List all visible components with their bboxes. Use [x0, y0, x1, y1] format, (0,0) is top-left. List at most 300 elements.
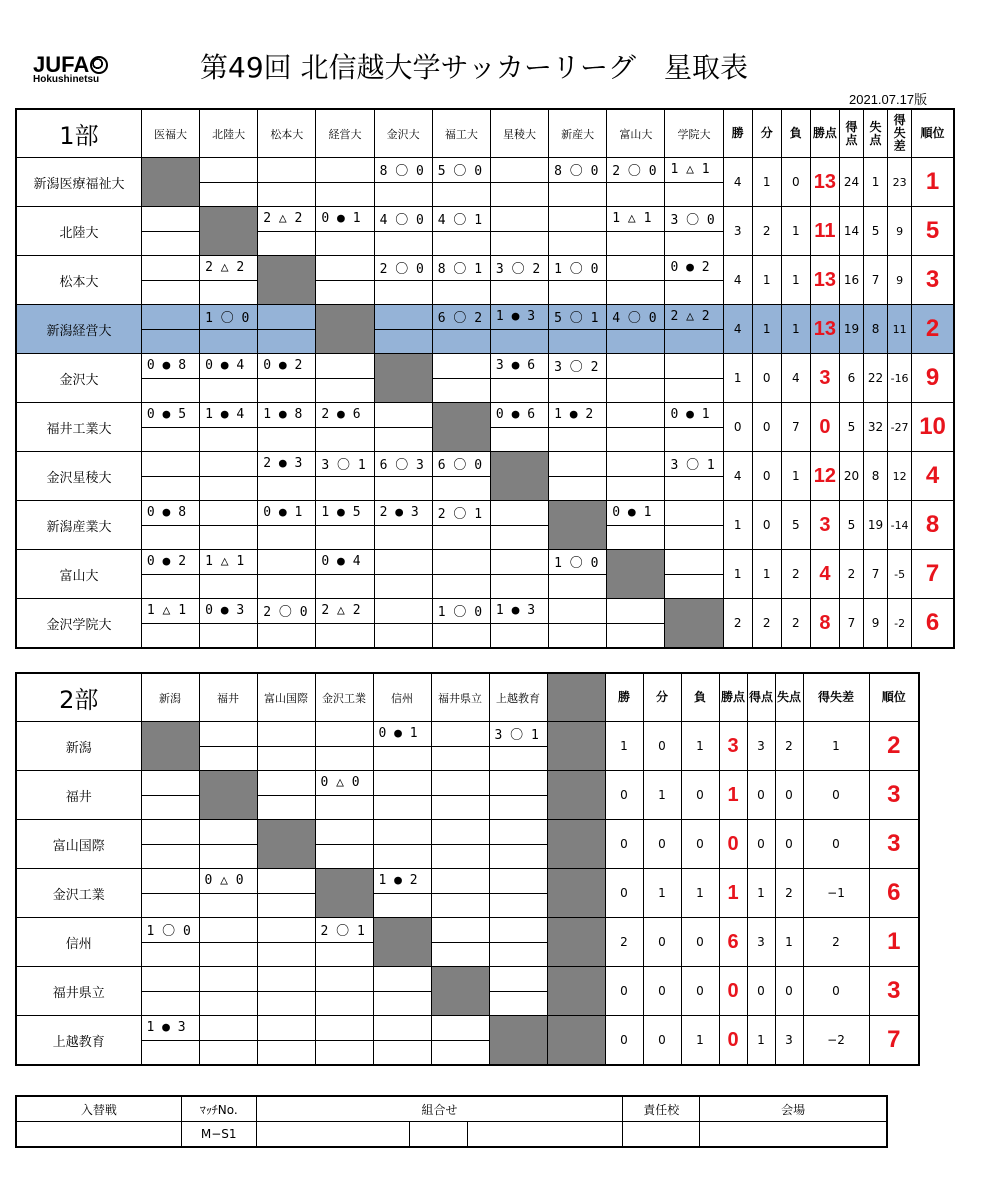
match-score [375, 550, 432, 575]
result-cell [665, 354, 723, 403]
result-cell [199, 967, 257, 1016]
stat-w: 2 [605, 918, 643, 967]
points: 0 [719, 967, 747, 1016]
result-box [665, 305, 722, 353]
match-score [491, 501, 548, 526]
result-cell [199, 722, 257, 771]
stat-l: 4 [781, 354, 810, 403]
team-name: 松本大 [16, 256, 141, 305]
result-spacer [142, 845, 199, 869]
match-score [142, 869, 199, 894]
match-score: 3 〇 1 [316, 452, 373, 477]
points: 12 [810, 452, 839, 501]
result-box [607, 256, 664, 304]
result-spacer [200, 526, 257, 550]
result-spacer [316, 477, 373, 501]
blank-column [547, 771, 605, 820]
goal-difference: 2 [803, 918, 869, 967]
self-match-cell [431, 967, 489, 1016]
result-cell [258, 452, 316, 501]
match-score: 6 〇 3 [375, 452, 432, 477]
result-spacer [200, 183, 257, 207]
result-spacer [432, 894, 489, 918]
points: 8 [810, 599, 839, 649]
result-spacer [258, 428, 315, 452]
stat-d: 0 [643, 722, 681, 771]
result-spacer [142, 281, 199, 305]
column-team-header: 星稜大 [490, 109, 548, 158]
result-spacer [316, 428, 373, 452]
match-score [433, 550, 490, 575]
stat-gf: 5 [839, 501, 863, 550]
result-cell [490, 305, 548, 354]
goal-difference: -16 [888, 354, 912, 403]
match-score [490, 967, 547, 992]
result-cell [141, 869, 199, 918]
result-box [316, 354, 373, 402]
match-score [665, 354, 722, 379]
result-cell [200, 550, 258, 599]
result-cell [141, 967, 199, 1016]
result-spacer [665, 526, 722, 550]
result-cell [141, 305, 199, 354]
result-cell [607, 207, 665, 256]
result-cell [315, 918, 373, 967]
result-box [490, 918, 547, 966]
result-spacer [549, 232, 606, 256]
result-box [200, 722, 257, 770]
stat-w: 1 [605, 722, 643, 771]
blank-column [547, 1016, 605, 1066]
result-cell [258, 207, 316, 256]
match-score [432, 1016, 489, 1041]
self-match-cell [257, 820, 315, 869]
result-spacer [200, 992, 257, 1016]
match-score [432, 918, 489, 943]
match-score: 1 〇 0 [433, 599, 490, 624]
team-name: 新潟 [16, 722, 141, 771]
stat-gf: 1 [747, 1016, 775, 1066]
result-spacer [491, 232, 548, 256]
match-score [549, 452, 606, 477]
result-cell [316, 550, 374, 599]
result-box [607, 599, 664, 647]
match-score: 8 〇 0 [549, 158, 606, 183]
team-row [16, 452, 954, 501]
match-score: 3 〇 1 [665, 452, 722, 477]
result-cell [199, 1016, 257, 1066]
match-score: 4 〇 0 [607, 305, 664, 330]
result-cell [431, 918, 489, 967]
match-score: 2 ● 3 [375, 501, 432, 526]
match-score [607, 452, 664, 477]
result-spacer [433, 526, 490, 550]
result-spacer [490, 796, 547, 820]
stat-d: 0 [643, 918, 681, 967]
match-score: 2 △ 2 [316, 599, 373, 624]
division-label: 2部 [16, 673, 141, 722]
result-cell [200, 403, 258, 452]
result-cell [607, 158, 665, 207]
result-cell [607, 501, 665, 550]
result-box [607, 403, 664, 451]
match-score: 0 △ 0 [200, 869, 257, 894]
team-name: 富山大 [16, 550, 141, 599]
match-score [142, 967, 199, 992]
rank: 7 [912, 550, 954, 599]
blank-column [547, 918, 605, 967]
column-team-header: 北陸大 [200, 109, 258, 158]
team-name: 富山国際 [16, 820, 141, 869]
stat-header: 順位 [869, 673, 919, 722]
result-box [549, 599, 606, 647]
match-score: 1 ● 3 [142, 1016, 199, 1041]
result-cell [374, 305, 432, 354]
result-box [142, 207, 199, 255]
match-score [549, 599, 606, 624]
match-score: 3 〇 1 [490, 722, 547, 747]
playoff-header-match: ﾏｯﾁNo. [181, 1096, 256, 1122]
jufa-logo [33, 54, 113, 92]
result-cell [607, 599, 665, 649]
self-match-cell [141, 722, 199, 771]
stat-gf: 19 [839, 305, 863, 354]
match-score: 1 ● 3 [491, 305, 548, 330]
result-box [200, 158, 257, 206]
result-box [490, 771, 547, 819]
result-cell [549, 256, 607, 305]
rank: 10 [912, 403, 954, 452]
result-spacer [258, 232, 315, 256]
result-cell [549, 550, 607, 599]
match-score: 2 △ 2 [665, 305, 722, 330]
column-team-header: 金沢工業 [315, 673, 373, 722]
result-cell [141, 1016, 199, 1066]
team-row [16, 918, 919, 967]
result-cell [374, 256, 432, 305]
playoff-cell [700, 1122, 887, 1148]
match-score: 0 ● 8 [142, 354, 199, 379]
column-team-header: 松本大 [258, 109, 316, 158]
stat-ga: 1 [775, 918, 803, 967]
result-box [491, 256, 548, 304]
result-box [433, 599, 490, 647]
result-box [316, 722, 373, 770]
result-spacer [549, 428, 606, 452]
result-cell [315, 967, 373, 1016]
stat-w: 3 [723, 207, 752, 256]
column-team-header: 上越教育 [489, 673, 547, 722]
result-box [142, 1016, 199, 1064]
result-box [432, 771, 489, 819]
result-cell [665, 403, 723, 452]
team-row [16, 354, 954, 403]
match-score: 1 〇 0 [142, 918, 199, 943]
result-box [200, 403, 257, 451]
blank-column [547, 673, 605, 722]
blank-column [547, 722, 605, 771]
points: 3 [719, 722, 747, 771]
match-score: 2 〇 1 [433, 501, 490, 526]
result-cell [432, 599, 490, 649]
result-box [433, 207, 490, 255]
result-spacer [490, 894, 547, 918]
result-spacer [375, 575, 432, 599]
result-spacer [200, 894, 257, 918]
result-cell [258, 501, 316, 550]
match-score: 1 ● 2 [549, 403, 606, 428]
result-cell [489, 722, 547, 771]
result-box [432, 820, 489, 868]
result-box [142, 452, 199, 500]
result-box [491, 207, 548, 255]
points: 6 [719, 918, 747, 967]
stat-header: 勝点 [719, 673, 747, 722]
result-spacer [316, 379, 373, 403]
match-score: 4 〇 1 [433, 207, 490, 232]
match-score [490, 820, 547, 845]
result-spacer [374, 747, 431, 771]
result-spacer [142, 992, 199, 1016]
result-cell [374, 158, 432, 207]
result-box [200, 1016, 257, 1064]
points: 0 [719, 820, 747, 869]
match-score: 0 ● 1 [374, 722, 431, 747]
stat-gf: 7 [839, 599, 863, 649]
result-box [665, 158, 722, 206]
result-spacer [258, 379, 315, 403]
points: 13 [810, 305, 839, 354]
result-cell [199, 869, 257, 918]
result-cell [316, 501, 374, 550]
result-box [316, 207, 373, 255]
result-cell [373, 722, 431, 771]
result-box [200, 501, 257, 549]
result-box [491, 501, 548, 549]
result-spacer [607, 379, 664, 403]
stat-gf: 0 [747, 820, 775, 869]
result-spacer [200, 845, 257, 869]
team-row [16, 967, 919, 1016]
team-row [16, 1016, 919, 1066]
column-team-header: 福井県立 [431, 673, 489, 722]
stat-l: 1 [681, 869, 719, 918]
match-score [432, 722, 489, 747]
result-box [200, 918, 257, 966]
stat-ga: 2 [775, 869, 803, 918]
result-box [142, 305, 199, 353]
self-match-cell [549, 501, 607, 550]
match-score: 0 ● 1 [665, 403, 722, 428]
result-box [316, 771, 373, 819]
rank: 1 [912, 158, 954, 207]
match-score [490, 771, 547, 796]
match-score [549, 207, 606, 232]
self-match-cell [315, 869, 373, 918]
rank: 9 [912, 354, 954, 403]
result-box [375, 550, 432, 598]
match-score [258, 771, 315, 796]
result-cell [315, 771, 373, 820]
result-cell [490, 158, 548, 207]
team-name: 上越教育 [16, 1016, 141, 1066]
result-box [316, 501, 373, 549]
match-score [258, 305, 315, 330]
stat-gf: 6 [839, 354, 863, 403]
result-box [258, 771, 315, 819]
match-score [375, 599, 432, 624]
match-score [607, 354, 664, 379]
goal-difference: −1 [803, 869, 869, 918]
result-box [607, 305, 664, 353]
result-spacer [665, 330, 722, 354]
result-spacer [665, 379, 722, 403]
stat-ga: 8 [863, 452, 887, 501]
result-cell [200, 452, 258, 501]
stat-l: 1 [681, 722, 719, 771]
division-1-table [15, 108, 955, 649]
column-team-header: 学院大 [665, 109, 723, 158]
match-score [374, 820, 431, 845]
column-team-header: 富山国際 [257, 673, 315, 722]
match-score: 2 ● 3 [258, 452, 315, 477]
result-spacer [200, 428, 257, 452]
result-spacer [433, 183, 490, 207]
result-spacer [375, 232, 432, 256]
goal-difference: 23 [888, 158, 912, 207]
result-box [142, 354, 199, 402]
result-box [665, 452, 722, 500]
goal-difference: 11 [888, 305, 912, 354]
result-box [316, 452, 373, 500]
result-spacer [200, 575, 257, 599]
result-cell [257, 967, 315, 1016]
self-match-cell [316, 305, 374, 354]
logo-subtext: Hokushinetsu [33, 74, 100, 85]
stat-ga: 3 [775, 1016, 803, 1066]
result-cell [374, 550, 432, 599]
self-match-cell [199, 771, 257, 820]
result-spacer [200, 477, 257, 501]
match-score [200, 918, 257, 943]
stat-d: 0 [752, 354, 781, 403]
self-match-cell [200, 207, 258, 256]
result-spacer [316, 624, 373, 648]
column-team-header: 富山大 [607, 109, 665, 158]
stat-ga: 19 [863, 501, 887, 550]
result-spacer [142, 232, 199, 256]
result-spacer [607, 428, 664, 452]
team-name: 信州 [16, 918, 141, 967]
points: 3 [810, 501, 839, 550]
result-box [142, 599, 199, 647]
result-cell [665, 256, 723, 305]
stat-ga: 1 [863, 158, 887, 207]
match-score [316, 354, 373, 379]
rank: 2 [869, 722, 919, 771]
team-row [16, 305, 954, 354]
team-name: 金沢星稜大 [16, 452, 141, 501]
stat-header: 順位 [912, 109, 954, 158]
result-cell [141, 452, 199, 501]
result-spacer [432, 1041, 489, 1065]
stat-w: 0 [723, 403, 752, 452]
playoff-header-venue: 会場 [700, 1096, 887, 1122]
stat-gf: 24 [839, 158, 863, 207]
result-cell [373, 967, 431, 1016]
result-box [491, 354, 548, 402]
result-box [665, 207, 722, 255]
match-score [316, 967, 373, 992]
result-cell [490, 256, 548, 305]
playoff-cell [623, 1122, 700, 1148]
result-cell [489, 771, 547, 820]
result-cell [257, 771, 315, 820]
result-box [490, 869, 547, 917]
result-spacer [258, 575, 315, 599]
match-score: 3 〇 2 [549, 354, 606, 379]
rank: 6 [869, 869, 919, 918]
goal-difference: 12 [888, 452, 912, 501]
result-cell [490, 501, 548, 550]
result-spacer [375, 330, 432, 354]
result-box [316, 550, 373, 598]
stat-l: 2 [781, 599, 810, 649]
result-cell [432, 550, 490, 599]
match-score: 3 〇 0 [665, 207, 722, 232]
team-row [16, 722, 919, 771]
match-score: 2 〇 0 [607, 158, 664, 183]
playoff-cell [256, 1122, 409, 1148]
result-box [142, 918, 199, 966]
result-spacer [142, 330, 199, 354]
result-cell [200, 158, 258, 207]
result-box [665, 550, 722, 598]
match-score: 0 ● 3 [200, 599, 257, 624]
result-cell [373, 820, 431, 869]
points: 1 [719, 869, 747, 918]
stat-header: 得失差 [803, 673, 869, 722]
result-box [375, 501, 432, 549]
result-box [316, 820, 373, 868]
result-box [375, 452, 432, 500]
result-cell [432, 256, 490, 305]
match-score [142, 305, 199, 330]
result-spacer [549, 281, 606, 305]
stat-header: 得点 [747, 673, 775, 722]
stat-l: 0 [681, 967, 719, 1016]
team-row [16, 158, 954, 207]
result-cell [490, 599, 548, 649]
match-score: 0 ● 2 [142, 550, 199, 575]
result-cell [432, 354, 490, 403]
result-spacer [258, 943, 315, 967]
match-score [490, 918, 547, 943]
result-cell [374, 501, 432, 550]
match-score: 1 〇 0 [200, 305, 257, 330]
result-box [258, 207, 315, 255]
result-cell [665, 158, 723, 207]
result-cell [549, 207, 607, 256]
result-cell [373, 771, 431, 820]
match-score [491, 207, 548, 232]
result-cell [549, 158, 607, 207]
goal-difference: 0 [803, 771, 869, 820]
result-box [258, 305, 315, 353]
result-cell [258, 305, 316, 354]
result-cell [374, 403, 432, 452]
team-row [16, 869, 919, 918]
